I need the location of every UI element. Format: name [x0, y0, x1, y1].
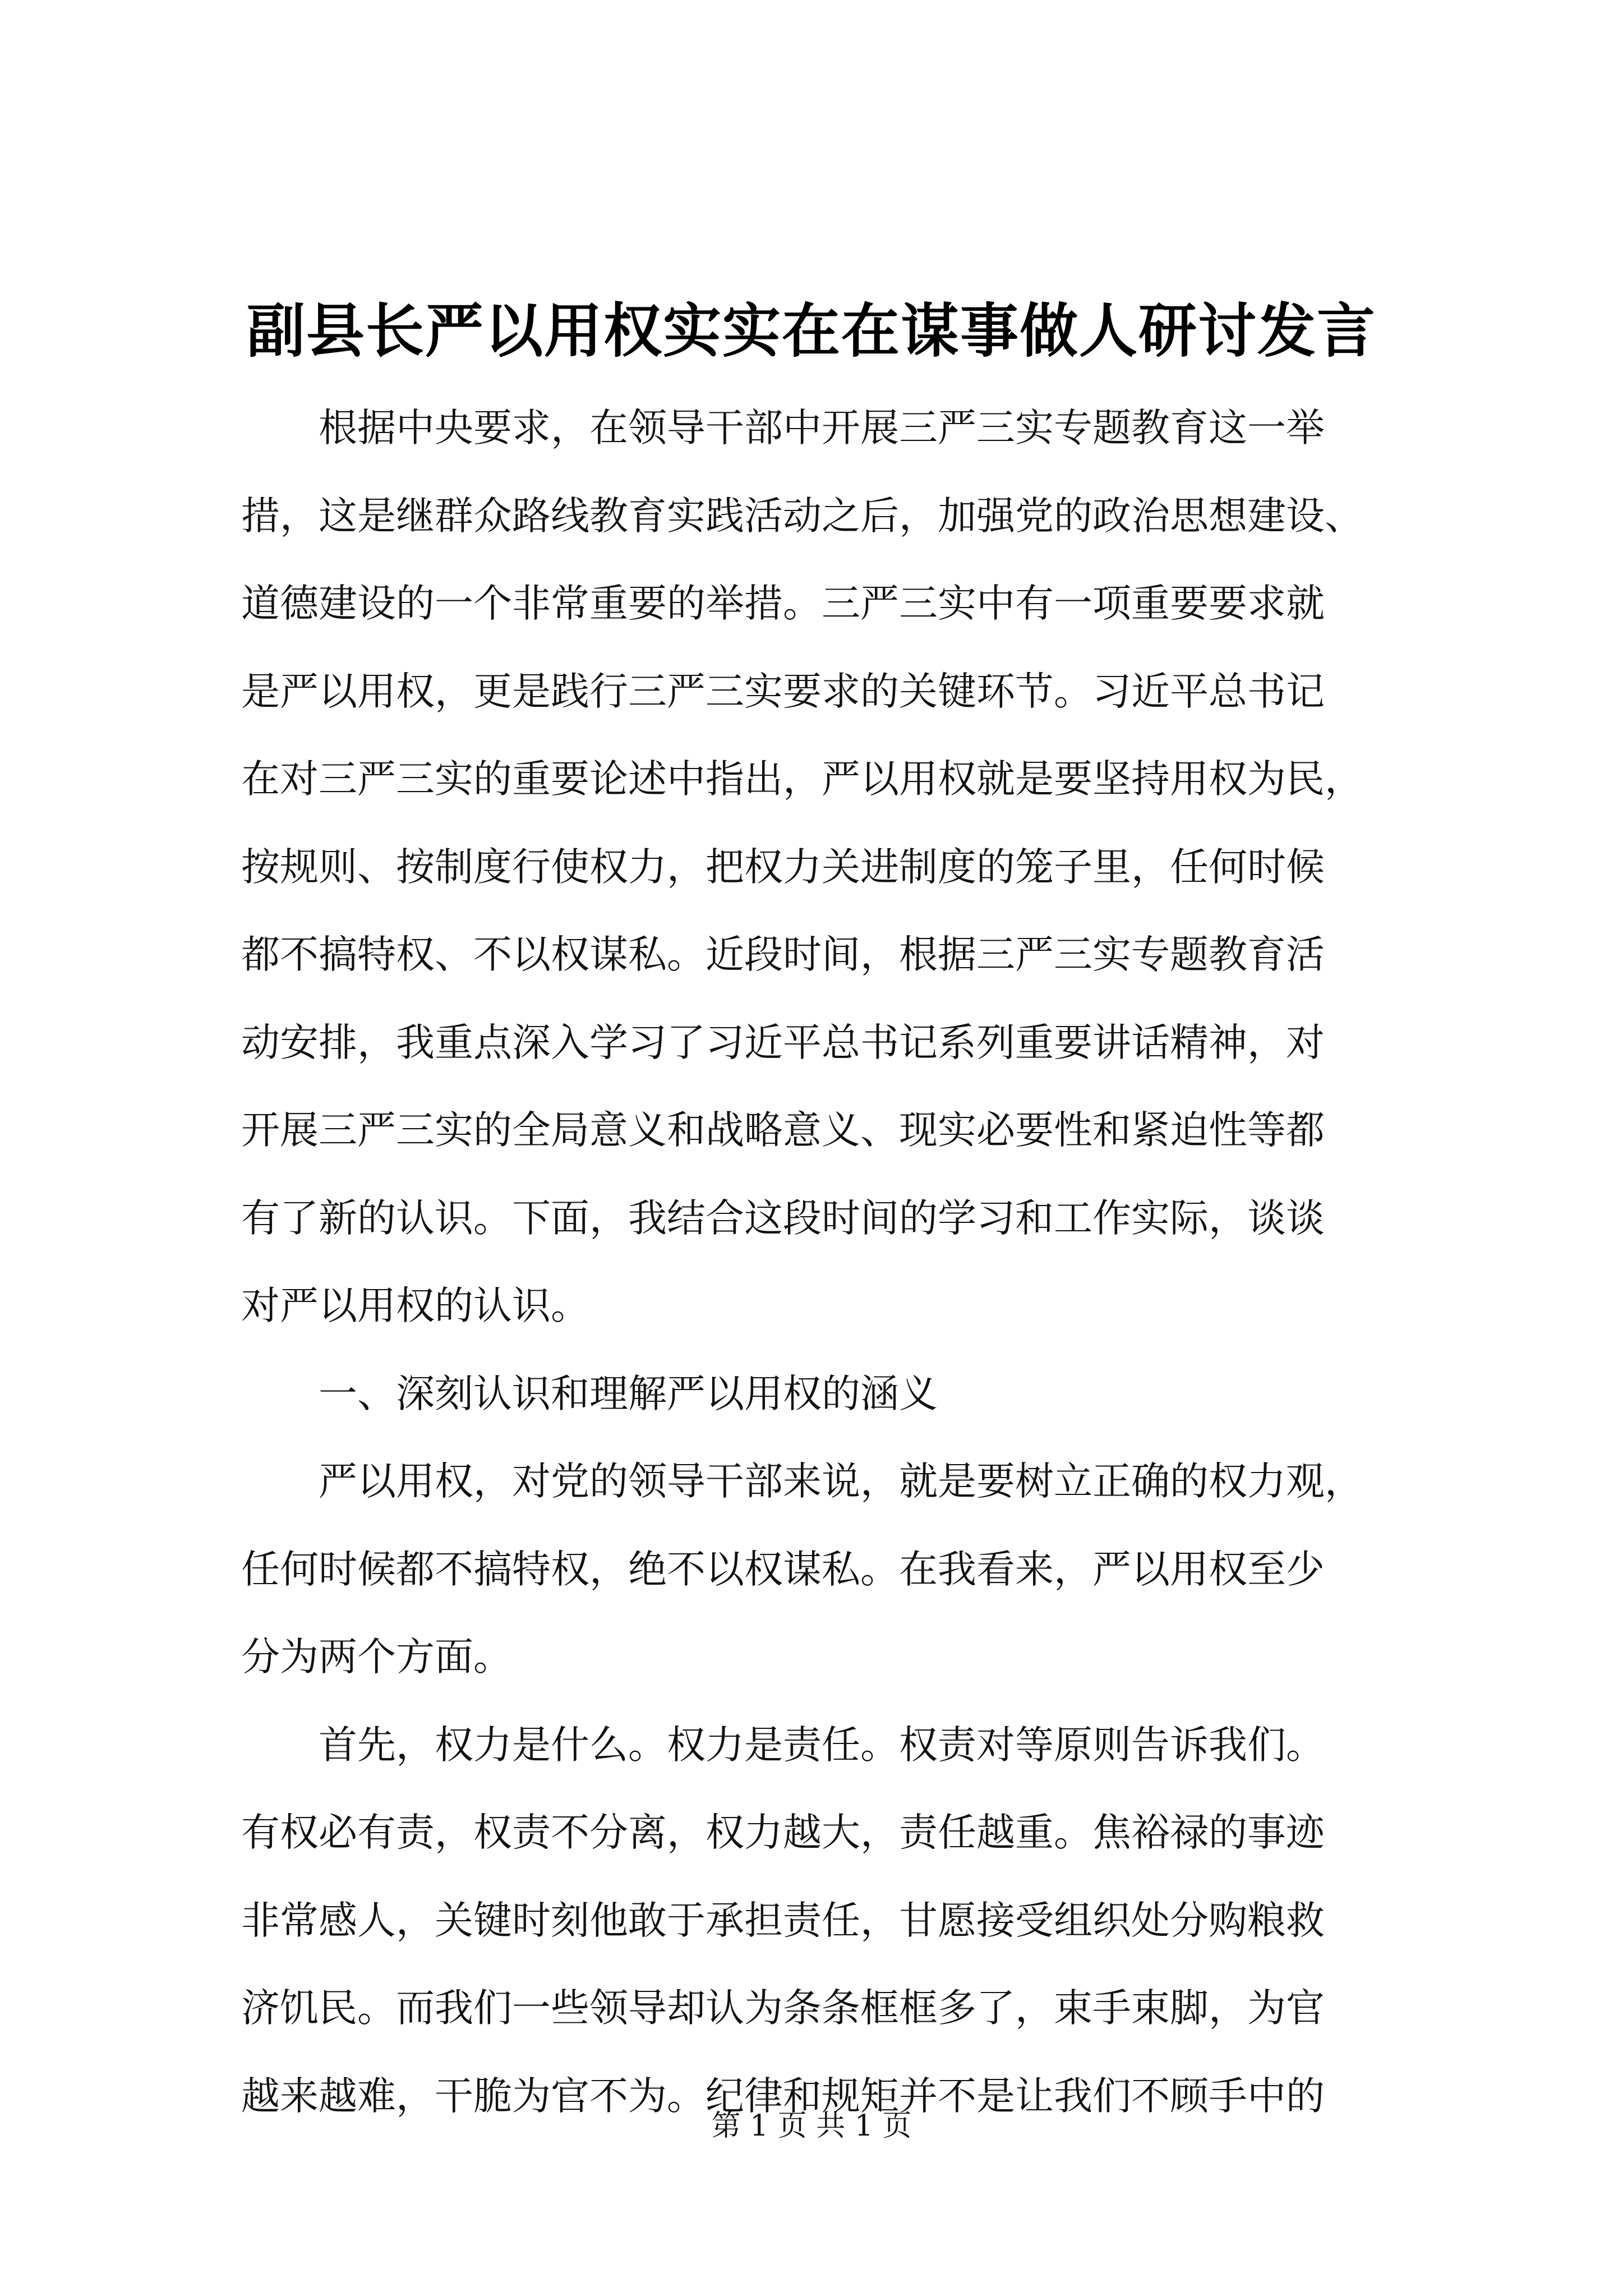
body-line: 按规则、按制度行使权力，把权力关进制度的笼子里，任何时候 [241, 844, 1325, 890]
body-line: 都不搞特权、不以权谋私。近段时间，根据三严三实专题教育活 [241, 932, 1325, 977]
body-line: 根据中央要求，在领导干部中开展三严三实专题教育这一举 [319, 406, 1325, 450]
body-line: 非常感人，关键时刻他敢于承担责任，甘愿接受组织处分购粮救 [241, 1898, 1325, 1943]
body-line: 严以用权，对党的领导干部来说，就是要树立正确的权力观， [319, 1459, 1363, 1504]
body-line: 措，这是继群众路线教育实践活动之后，加强党的政治思想建设、 [241, 493, 1363, 539]
body-line: 开展三严三实的全局意义和战略意义、现实必要性和紧迫性等都 [241, 1108, 1325, 1153]
body-line: 有权必有责，权责不分离，权力越大，责任越重。焦裕禄的事迹 [241, 1810, 1325, 1855]
body-line: 有了新的认识。下面，我结合这段时间的学习和工作实际，谈谈 [241, 1195, 1325, 1241]
body-line: 首先，权力是什么。权力是责任。权责对等原则告诉我们。 [319, 1722, 1325, 1768]
body-line: 越来越难，干脆为官不为。纪律和规矩并不是让我们不顾手中的 [241, 2073, 1325, 2119]
document-body [241, 384, 1430, 2140]
body-line: 一、深刻认识和理解严以用权的涵义 [319, 1371, 938, 1416]
body-line: 济饥民。而我们一些领导却认为条条框框多了，束手束脚，为官 [241, 1986, 1325, 2031]
body-line: 分为两个方面。 [241, 1635, 512, 1680]
body-line: 道德建设的一个非常重要的举措。三严三实中有一项重要要求就 [241, 581, 1325, 626]
body-line: 在对三严三实的重要论述中指出，严以用权就是要坚持用权为民， [241, 757, 1363, 802]
body-line: 动安排，我重点深入学习了习近平总书记系列重要讲话精神，对 [241, 1020, 1325, 1065]
body-line: 是严以用权，更是践行三严三实要求的关键环节。习近平总书记 [241, 669, 1325, 714]
document-title: 副县长严以用权实实在在谋事做人研讨发言 [246, 296, 1376, 365]
body-line: 任何时候都不搞特权，绝不以权谋私。在我看来，严以用权至少 [241, 1547, 1325, 1592]
body-line: 对严以用权的认识。 [241, 1283, 589, 1328]
page-footer: 第 1 页 共 1 页 [711, 2109, 912, 2143]
